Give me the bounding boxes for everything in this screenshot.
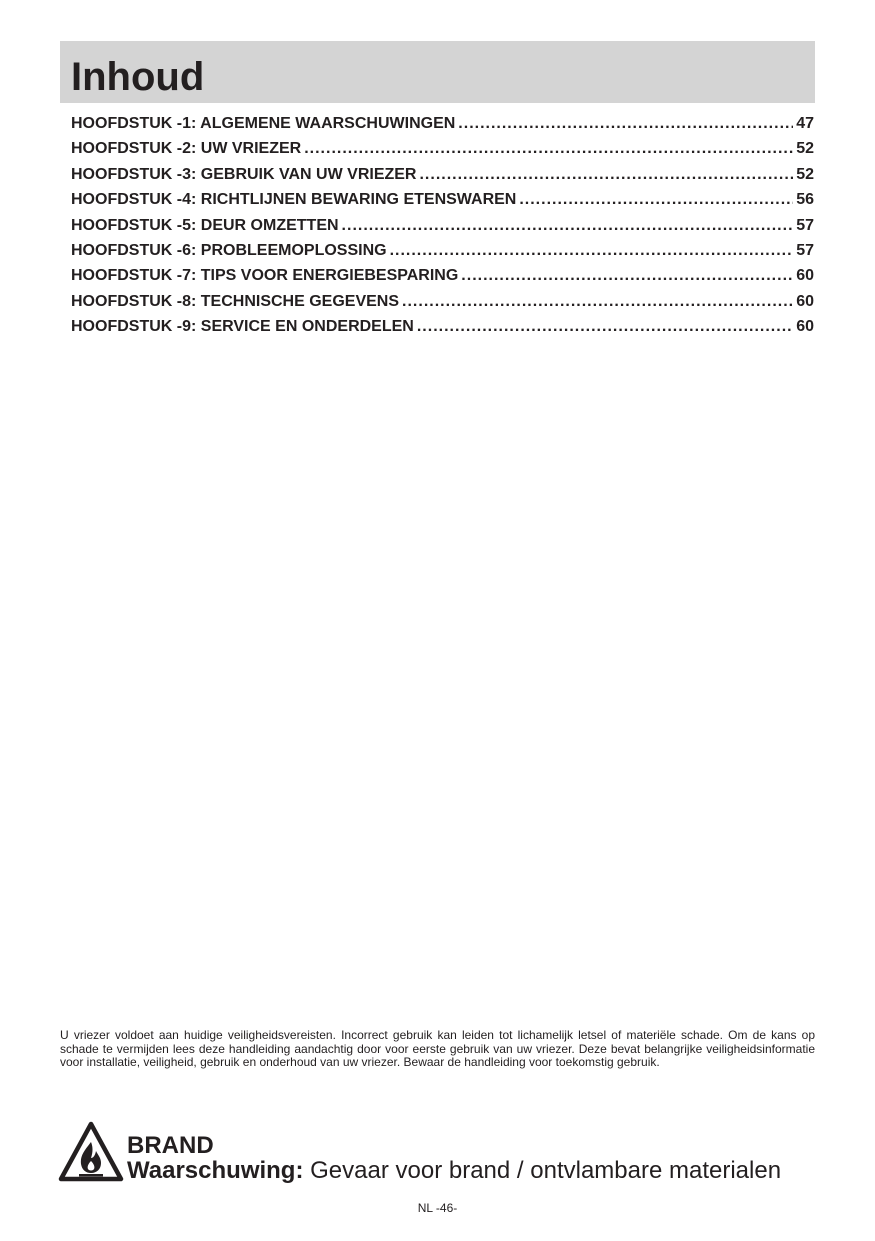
toc-entry-page: 52 (796, 140, 814, 158)
toc-entry-2[interactable] (71, 140, 814, 165)
dot-leader (419, 166, 793, 184)
warning-label: Waarschuwing: (127, 1157, 304, 1184)
toc-entry-title: HOOFDSTUK -1: ALGEMENE WAARSCHUWINGEN (71, 115, 456, 132)
toc-entry-title: HOOFDSTUK -2: UW VRIEZER (71, 140, 302, 158)
toc-entry-title: HOOFDSTUK -5: DEUR OMZETTEN (71, 216, 339, 234)
dot-leader (417, 318, 793, 336)
dot-leader (519, 191, 793, 209)
toc-entry-title: HOOFDSTUK -3: GEBRUIK VAN UW VRIEZER (71, 165, 417, 183)
table-of-contents (71, 115, 814, 344)
toc-entry-page: 56 (796, 191, 814, 209)
toc-entry-title: HOOFDSTUK -7: TIPS VOOR ENERGIEBESPARING (71, 267, 459, 285)
toc-entry-page: 57 (796, 241, 814, 259)
toc-entry-3[interactable] (71, 166, 814, 191)
dot-leader (402, 293, 793, 311)
safety-intro-paragraph: U vriezer voldoet aan huidige veiligheidsvereisten. Incorrect gebruik kan leiden tot lichamelijk letsel of materiële schade. Om de kans op schade te vermijden lees deze handleiding aandachtig door voor eerste gebruik van uw vriezer. Deze bevat belangrijke veiligheidsinformatie voor installatie, veiligheid, gebruik en onderhoud van uw vriezer. Bewaar de handleiding voor toekomstig gebruik. (60, 1028, 815, 1069)
dot-leader (390, 242, 794, 260)
dot-leader (461, 267, 793, 285)
warning-title: BRAND (127, 1132, 214, 1159)
toc-entry-page: 52 (796, 165, 814, 183)
toc-entry-page: 60 (796, 318, 814, 336)
toc-entry-page: 60 (796, 267, 814, 285)
dot-leader (304, 140, 793, 158)
fire-warning-icon (58, 1121, 124, 1182)
dot-leader (458, 115, 793, 133)
toc-entry-5[interactable] (71, 217, 814, 242)
warning-text: Gevaar voor brand / ontvlambare materialen (310, 1157, 782, 1184)
page-title: Inhoud (71, 55, 205, 99)
toc-entry-8[interactable] (71, 293, 814, 318)
toc-entry-6[interactable] (71, 242, 814, 267)
fire-warning (58, 1121, 828, 1183)
toc-entry-7[interactable] (71, 267, 814, 292)
toc-entry-9[interactable] (71, 318, 814, 343)
dot-leader (342, 217, 794, 235)
toc-entry-title: HOOFDSTUK -6: PROBLEEMOPLOSSING (71, 241, 387, 259)
toc-entry-page: 60 (796, 292, 814, 310)
page-number: NL -46- (417, 1201, 458, 1215)
toc-entry-title: HOOFDSTUK -8: TECHNISCHE GEGEVENS (71, 292, 400, 310)
toc-entry-title: HOOFDSTUK -4: RICHTLIJNEN BEWARING ETENSWAREN (71, 191, 517, 209)
toc-entry-4[interactable] (71, 191, 814, 216)
title-bar (60, 41, 815, 103)
toc-entry-page: 47 (796, 115, 814, 132)
toc-entry-title: HOOFDSTUK -9: SERVICE EN ONDERDELEN (71, 318, 414, 336)
toc-entry-1[interactable] (71, 115, 814, 140)
warning-line (127, 1157, 781, 1185)
toc-entry-page: 57 (796, 216, 814, 234)
